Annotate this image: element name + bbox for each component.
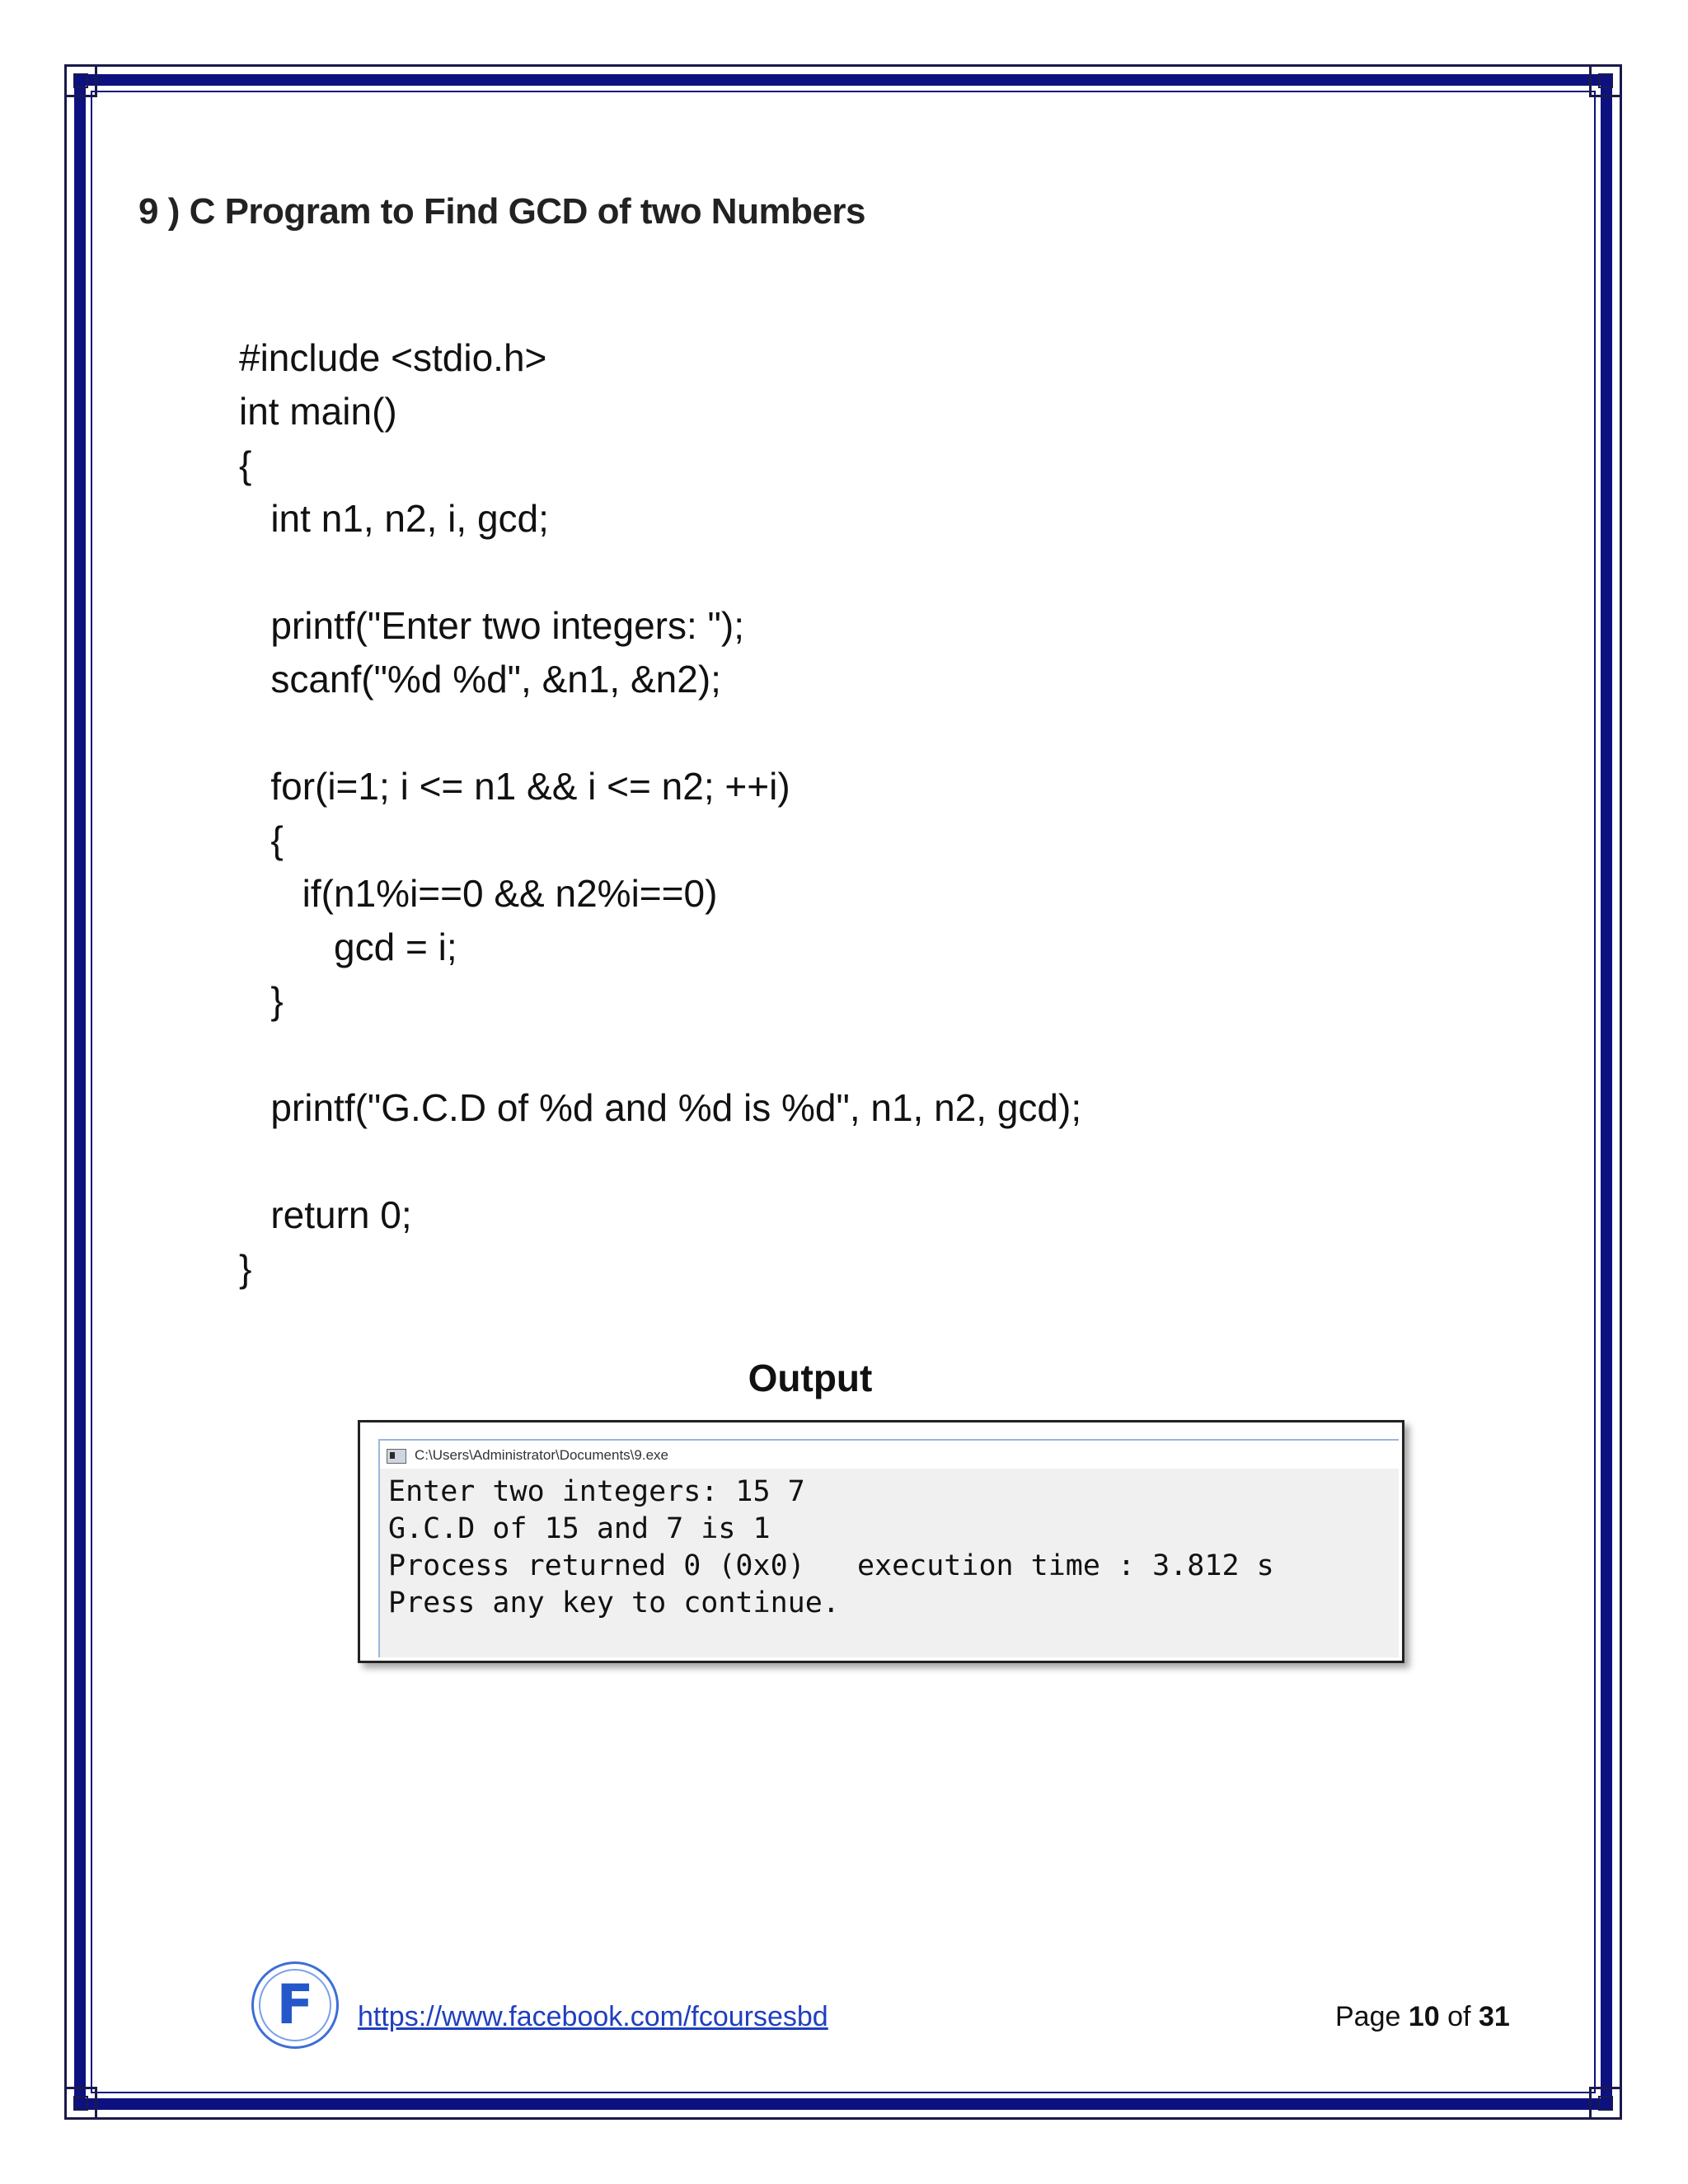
code-line: if(n1%i==0 && n2%i==0) — [239, 872, 718, 915]
code-line: gcd = i; — [239, 926, 457, 968]
code-line: printf("Enter two integers: "); — [239, 604, 744, 647]
code-listing — [239, 331, 1081, 1296]
code-line: { — [239, 818, 284, 861]
code-line — [239, 1135, 1081, 1188]
code-line: int n1, n2, i, gcd; — [239, 497, 549, 540]
page-prefix: Page — [1335, 2001, 1409, 2032]
console-title-bar — [378, 1439, 1399, 1469]
code-line — [239, 1028, 1081, 1081]
code-line: scanf("%d %d", &n1, &n2); — [239, 658, 721, 701]
code-line: printf("G.C.D of %d and %d is %d", n1, n2, gcd); — [239, 1086, 1082, 1129]
code-line: { — [239, 443, 252, 486]
corner-ornament-bottom-left — [64, 2087, 97, 2120]
fcourses-logo-icon — [251, 1961, 339, 2049]
output-label: Output — [748, 1357, 873, 1399]
code-line: } — [239, 1247, 252, 1290]
page-current: 10 — [1408, 2001, 1440, 2032]
console-app-icon — [387, 1449, 406, 1464]
console-output — [378, 1469, 1399, 1657]
logo-letter: F — [276, 1973, 314, 2036]
console-line: Enter two integers: 15 7 — [388, 1475, 805, 1508]
corner-ornament-top-left — [64, 64, 97, 97]
page-total: 31 — [1478, 2001, 1510, 2032]
code-line — [239, 546, 1081, 599]
page-number — [1335, 2001, 1510, 2033]
code-line: #include <stdio.h> — [239, 336, 547, 379]
corner-ornament-top-right — [1589, 64, 1622, 97]
console-line: Press any key to continue. — [388, 1586, 840, 1619]
code-line: for(i=1; i <= n1 && i <= n2; ++i) — [239, 765, 790, 808]
console-line: G.C.D of 15 and 7 is 1 — [388, 1512, 771, 1545]
page-of: of — [1439, 2001, 1479, 2032]
section-heading: 9 ) C Program to Find GCD of two Numbers — [138, 191, 866, 232]
console-line: Process returned 0 (0x0) execution time : 3.812 s — [388, 1549, 1274, 1582]
corner-ornament-bottom-right — [1589, 2087, 1622, 2120]
code-line: } — [239, 979, 284, 1022]
code-line — [239, 706, 1081, 760]
code-line: return 0; — [239, 1193, 412, 1236]
code-line: int main() — [239, 390, 397, 433]
console-title: C:\Users\Administrator\Documents\9.exe — [415, 1447, 668, 1463]
console-window — [358, 1420, 1404, 1663]
facebook-link[interactable]: https://www.facebook.com/fcoursesbd — [358, 2001, 828, 2032]
